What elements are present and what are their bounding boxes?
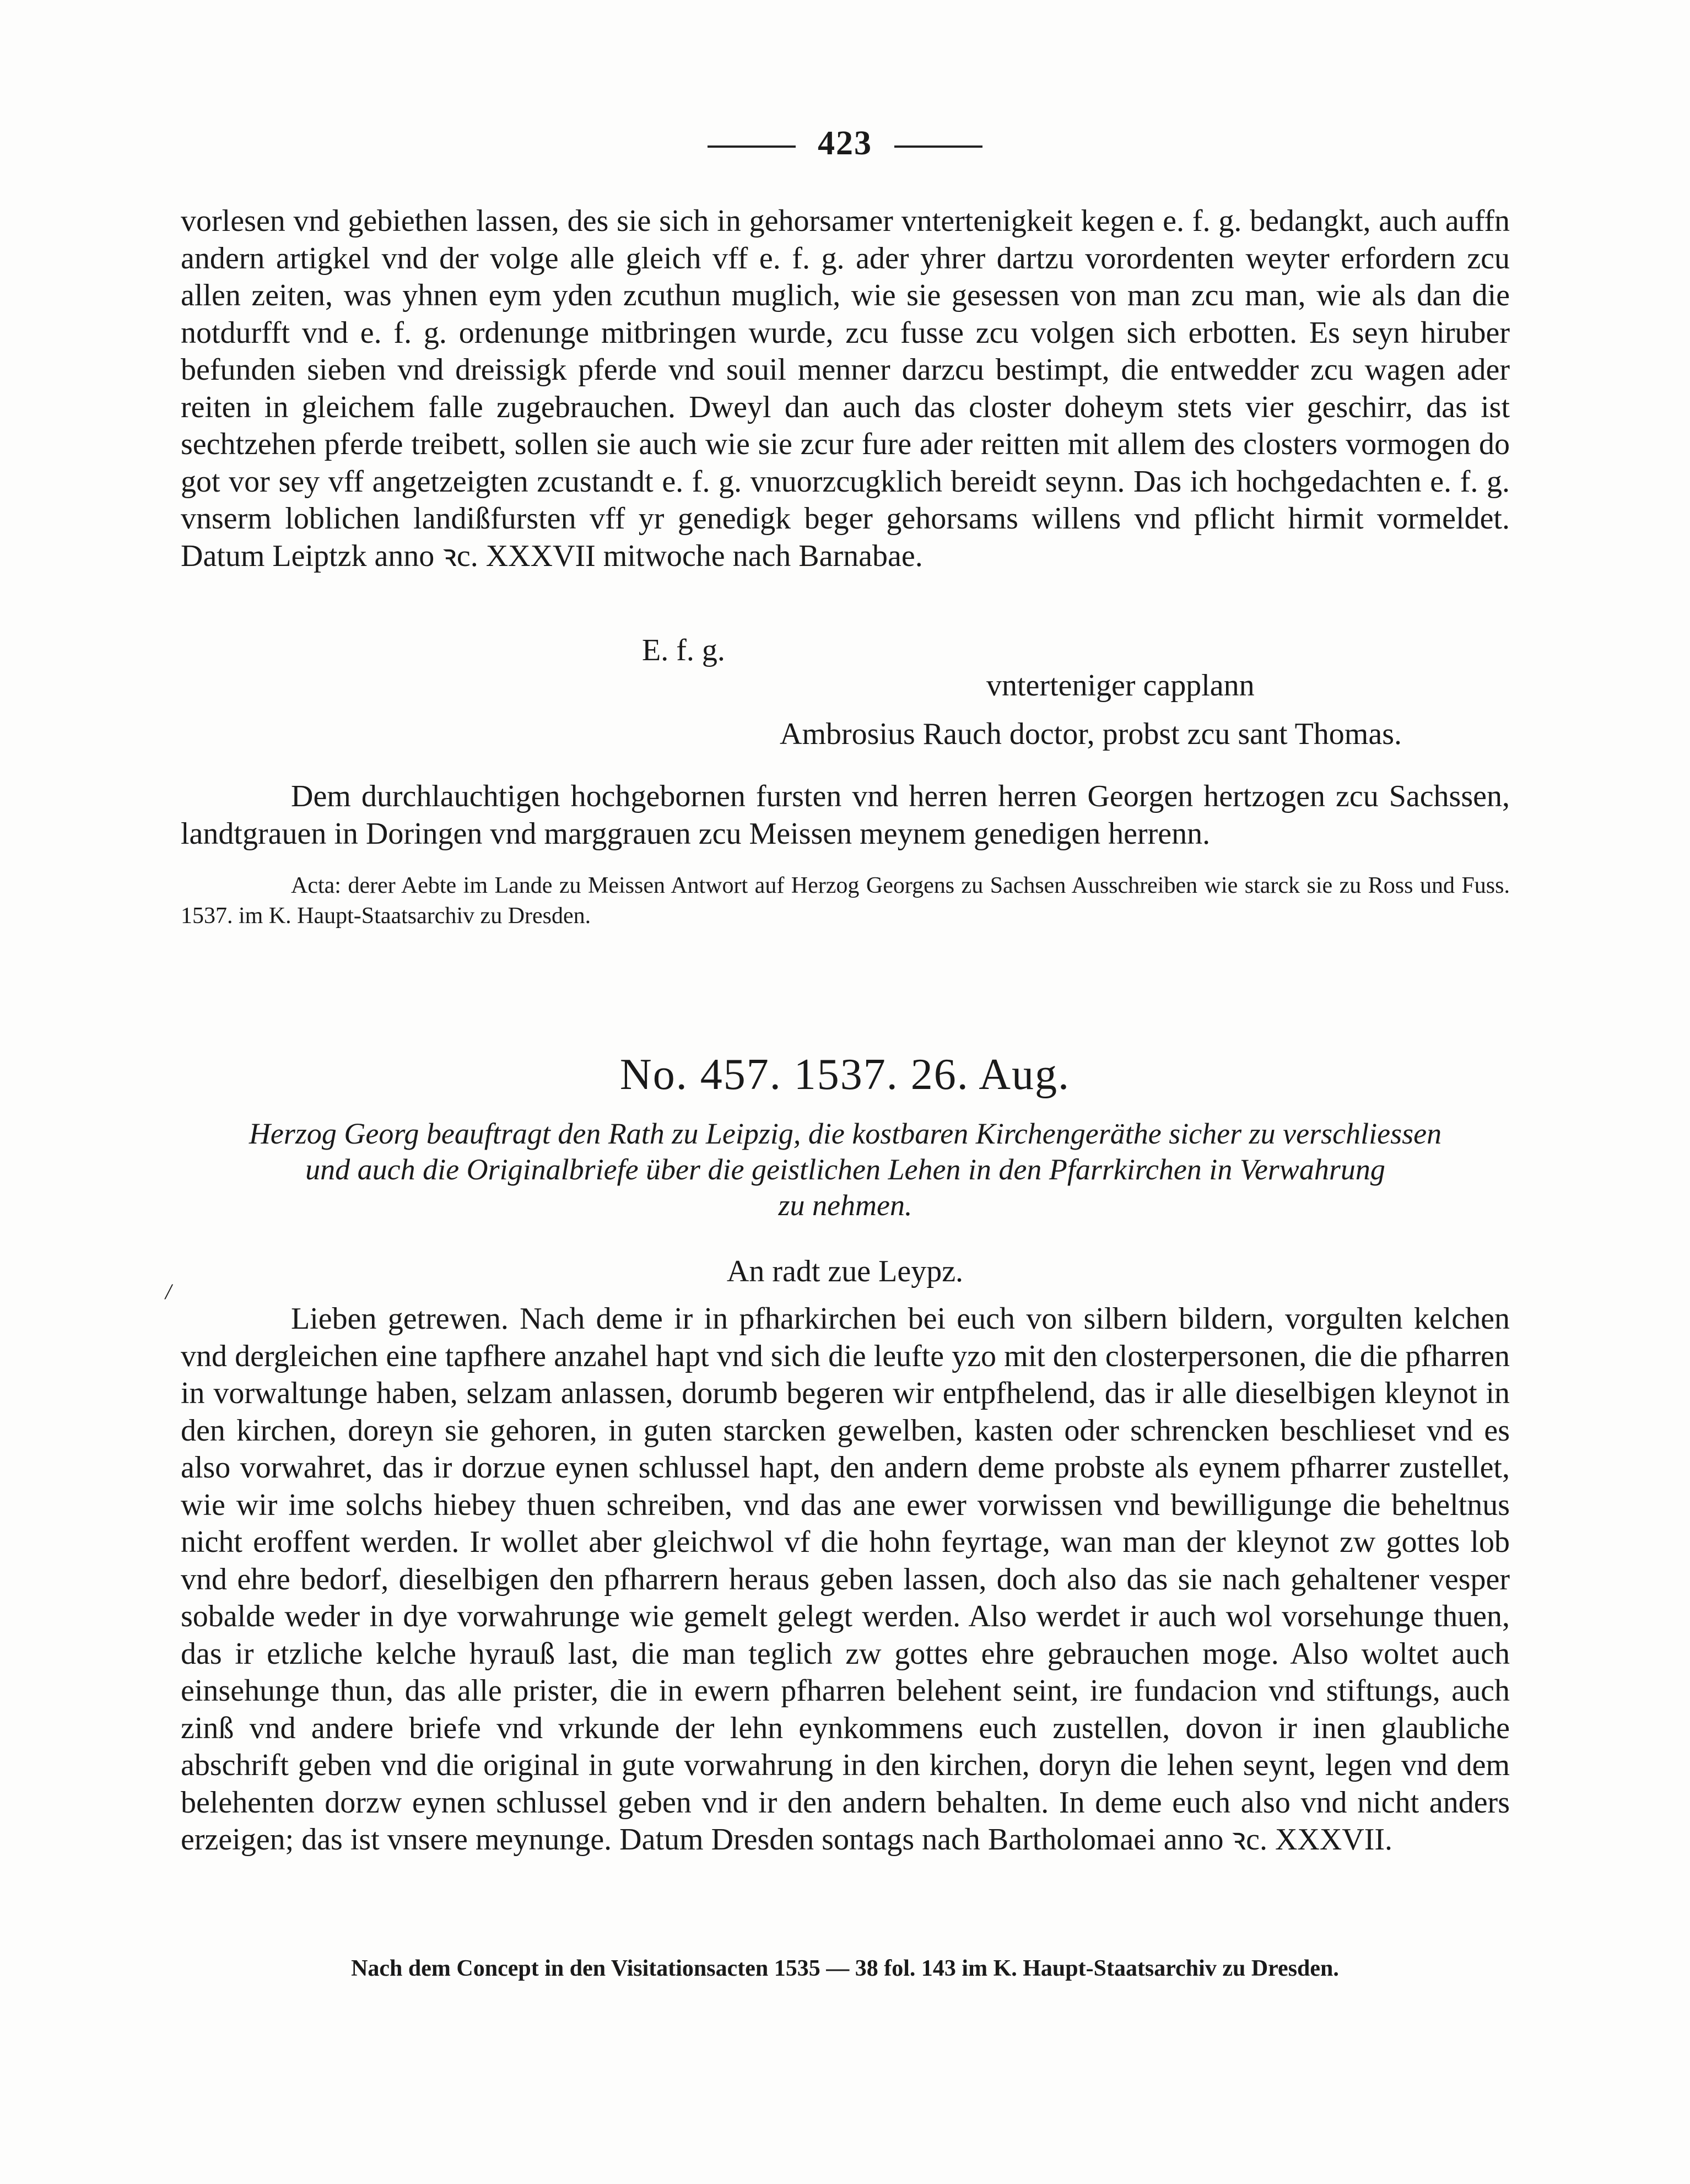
summary-line-3: zu nehmen. [778,1189,913,1222]
document-body-text: Lieben getrewen. Nach deme ir in pfharkirchen bei euch von silbern bildern, vorgulten kelchen vnd dergleichen eine tapfhere anzahel hapt vnd sich die leufte yzo mit den closterpersonen, die die pfharren in vorwaltunge haben, selzam anlassen, dorumb begeren wir entpfhelend, das ir alle dieselbigen kleynot in den kirchen, doreyn sie gehoren, in guten starcken gewelben, kasten oder schrencken beschlieset vnd es also vorwahret, das ir dorzue eynen schlussel hapt, den andern deme probste als eynem pfharrer zustellet, wie wir ime solchs hiebey thuen schreiben, vnd das ane ewer vorwissen vnd bewilligunge die beheltnus nicht eroffent werden. Ir wollet aber gleichwol vf die hohn feyrtage, wan man der kleynot zw gottes lob vnd ehre bedorf, dieselbigen den pfharrern heraus geben lassen, doch also das sie nach gehaltener vesper sobalde weder in dye vorwahrunge wie gemelt gelegt werden. Also werdet ir auch wol vorsehunge thuen, das ir etzliche kelche hyrauß last, die man teglich zw gottes ehre gebrauchen moge. Also woltet auch einsehunge thun, das alle prister, die in ewern pfharren belehent seint, ire fundacion vnd stiftungs, auch zinß vnd andere briefe vnd vrkunde der lehn eynkommens euch zustellen, dovon ir inen glaubliche abschrift geben vnd die original in gute vorwahrung in den kirchen, doryn die lehen seynt, legen vnd dem belehenten dorzw eynen schlussel geben vnd ir den andern behalten. In deme euch also vnd nicht anders erzeigen; das ist vnsere meynunge. Datum Dresden sontags nach Bartholomaei anno ꝛc. XXXVII. [181,1302,1510,1857]
header-rule-right [894,145,982,148]
closing-signature: Ambrosius Rauch doctor, probst zcu sant Thomas. [780,717,1402,751]
closing-efg: E. f. g. [642,633,725,667]
margin-mark: / [165,1279,172,1304]
address-text: Dem durchlauchtigen hochgebornen fursten vnd herren herren Georgen hertzogen zcu Sachssen, landtgrauen in Doringen vnd marggrauen zcu Meissen meynem genedigen herrenn. [181,779,1510,851]
letter-source-note [181,871,1510,931]
document-body [181,1301,1510,1859]
source-note-text: Acta: derer Aebte im Lande zu Meissen Antwort auf Herzog Georgens zu Sachsen Ausschreiben wie starck sie zu Ross und Fuss. 1537. im K. Haupt-Staatsarchiv zu Dresden. [181,873,1510,929]
letter-continuation [181,203,1510,575]
document-summary [181,1116,1510,1223]
header-rule-left [708,145,796,148]
letter-address [181,778,1510,853]
summary-line-2: und auch die Originalbriefe über die geistlichen Lehen in den Pfarrkirchen in Verwahrung [305,1153,1385,1186]
letter-body: vorlesen vnd gebiethen lassen, des sie sich in gehorsamer vntertenigkeit kegen e. f. g. bedangkt, auch auffn andern artigkel vnd der volge alle gleich vff e. f. g. ader yhrer dartzu vorordenten weyter erfordern zcu allen zeiten, was yhnen eym yden zcuthun muglich, wie sie gesessen von man zcu man, wie als dan die notdurfft vnd e. f. g. ordenunge mitbringen wurde, zcu fusse zcu volgen sich erbotten. Es seyn hiruber befunden sieben vnd dreissigk pferde vnd souil menner darzcu bestimpt, die entwedder zcu wagen ader reiten in gleichem falle zugebrauchen. Dweyl dan auch das closter doheym stets vier geschirr, das ist sechtzehen pferde treibett, sollen sie auch wie sie zcur fure ader reitten mit allem des closters vormogen do got vor sey vff angetzeigten zcustandt e. f. g. vnuorzcugklich bereidt seynn. Das ich hochgedachten e. f. g. vnserm loblichen landißfursten vff yr genedigk beger gehorsams willens vnd pflicht hirmit vormeldet. Datum Leiptzk anno ꝛc. XXXVII mitwoche nach Barnabae. [181,204,1510,573]
page-number: 423 [818,125,872,162]
page-header [0,124,1690,163]
salutation: An radt zue Leypz. [726,1254,964,1288]
document-source-note: Nach dem Concept in den Visitationsacten 1535 — 38 fol. 143 im K. Haupt-Staatsarchiv zu Dresden. [351,1956,1339,1981]
document-title: No. 457. 1537. 26. Aug. [619,1050,1071,1099]
closing-title: vnterteniger capplann [986,668,1255,703]
summary-line-1: Herzog Georg beauftragt den Rath zu Leipzig, die kostbaren Kirchengeräthe sicher zu verschliessen [249,1117,1442,1150]
